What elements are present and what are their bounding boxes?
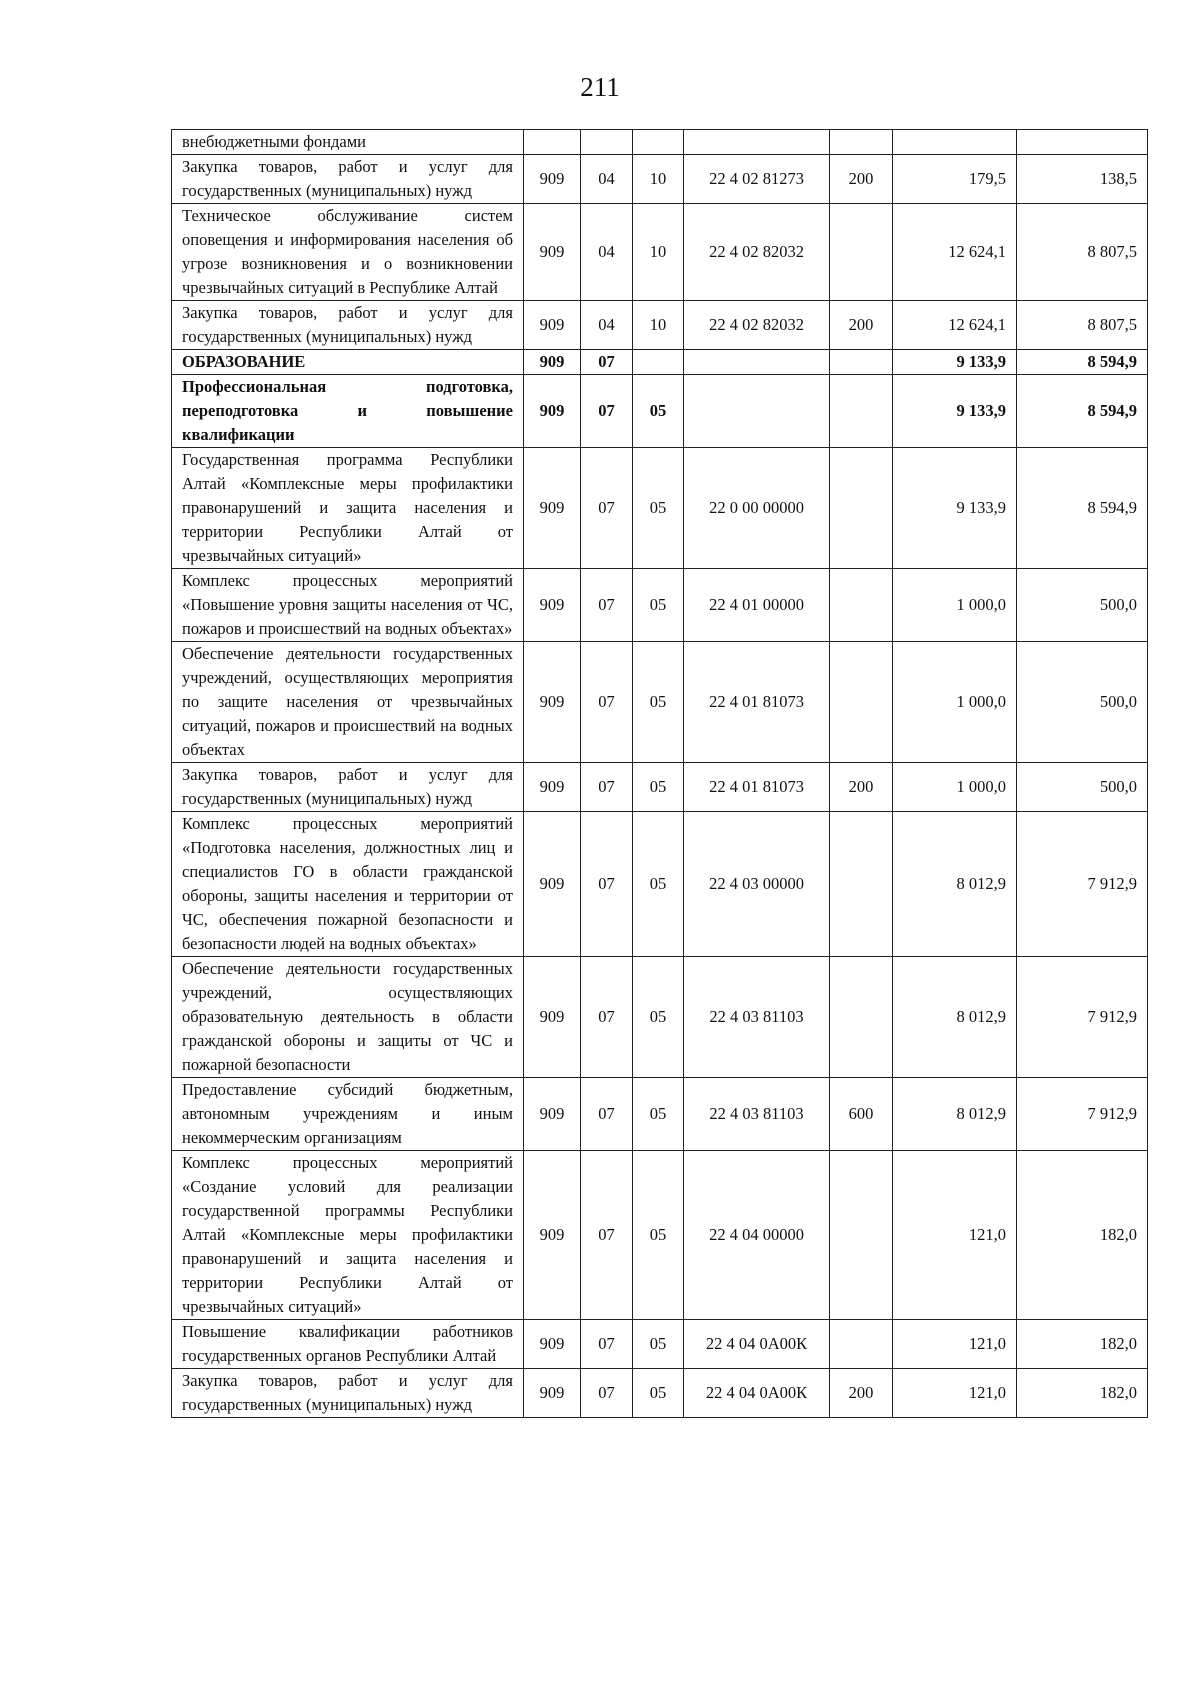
cell-name: Профессиональная подготовка, переподготовка и повышение квалификации — [172, 375, 524, 448]
cell-subsection-code — [633, 350, 684, 375]
cell-subsection-code: 05 — [633, 1151, 684, 1320]
cell-name: Обеспечение деятельности государственных учреждений, осуществляющих мероприятия по защите населения от чрезвычайных ситуаций, пожаров и происшествий на водных объектах — [172, 642, 524, 763]
table-row — [172, 155, 1148, 204]
cell-target-article: 22 4 01 00000 — [684, 569, 830, 642]
cell-target-article — [684, 375, 830, 448]
cell-amount-2: 8 594,9 — [1017, 375, 1148, 448]
cell-amount-1: 12 624,1 — [893, 204, 1017, 301]
cell-section-code — [581, 130, 633, 155]
cell-name: Комплекс процессных мероприятий «Повышение уровня защиты населения от ЧС, пожаров и происшествий на водных объектах» — [172, 569, 524, 642]
cell-expense-type — [830, 642, 893, 763]
cell-name: ОБРАЗОВАНИЕ — [172, 350, 524, 375]
cell-ministry-code: 909 — [524, 812, 581, 957]
cell-amount-2: 8 807,5 — [1017, 301, 1148, 350]
table-row — [172, 569, 1148, 642]
table-row — [172, 204, 1148, 301]
cell-name: внебюджетными фондами — [172, 130, 524, 155]
cell-amount-2: 500,0 — [1017, 642, 1148, 763]
table-row — [172, 448, 1148, 569]
cell-amount-2: 182,0 — [1017, 1151, 1148, 1320]
table-row — [172, 130, 1148, 155]
cell-amount-1: 121,0 — [893, 1369, 1017, 1418]
table-row — [172, 957, 1148, 1078]
cell-subsection-code: 05 — [633, 1078, 684, 1151]
cell-section-code: 07 — [581, 375, 633, 448]
cell-ministry-code: 909 — [524, 350, 581, 375]
cell-ministry-code: 909 — [524, 642, 581, 763]
cell-section-code: 07 — [581, 642, 633, 763]
cell-name: Закупка товаров, работ и услуг для государственных (муниципальных) нужд — [172, 155, 524, 204]
cell-amount-1: 121,0 — [893, 1320, 1017, 1369]
cell-subsection-code: 05 — [633, 375, 684, 448]
cell-subsection-code: 05 — [633, 1320, 684, 1369]
cell-target-article: 22 4 03 81103 — [684, 957, 830, 1078]
cell-target-article: 22 0 00 00000 — [684, 448, 830, 569]
cell-target-article: 22 4 01 81073 — [684, 763, 830, 812]
table-row — [172, 301, 1148, 350]
cell-expense-type: 200 — [830, 763, 893, 812]
cell-amount-1: 9 133,9 — [893, 375, 1017, 448]
cell-name: Закупка товаров, работ и услуг для государственных (муниципальных) нужд — [172, 1369, 524, 1418]
cell-amount-2: 182,0 — [1017, 1369, 1148, 1418]
cell-amount-2: 8 807,5 — [1017, 204, 1148, 301]
cell-section-code: 04 — [581, 204, 633, 301]
cell-target-article: 22 4 04 0А00К — [684, 1320, 830, 1369]
table-row — [172, 642, 1148, 763]
cell-expense-type — [830, 350, 893, 375]
cell-section-code: 07 — [581, 957, 633, 1078]
table-row — [172, 350, 1148, 375]
cell-section-code: 07 — [581, 1078, 633, 1151]
cell-expense-type — [830, 448, 893, 569]
cell-ministry-code — [524, 130, 581, 155]
table-row — [172, 1320, 1148, 1369]
cell-section-code: 07 — [581, 1369, 633, 1418]
cell-expense-type — [830, 375, 893, 448]
budget-table-body — [172, 130, 1148, 1418]
cell-subsection-code: 05 — [633, 957, 684, 1078]
cell-amount-2: 7 912,9 — [1017, 957, 1148, 1078]
cell-name: Комплекс процессных мероприятий «Подготовка населения, должностных лиц и специалистов ГО в области гражданской обороны, защиты населения и территории от ЧС, обеспечения пожарной безопасности и безопасности людей на водных объектах» — [172, 812, 524, 957]
cell-ministry-code: 909 — [524, 155, 581, 204]
cell-amount-2: 8 594,9 — [1017, 350, 1148, 375]
cell-amount-1: 8 012,9 — [893, 1078, 1017, 1151]
cell-section-code: 07 — [581, 1151, 633, 1320]
cell-target-article: 22 4 02 81273 — [684, 155, 830, 204]
cell-ministry-code: 909 — [524, 1151, 581, 1320]
cell-subsection-code: 05 — [633, 569, 684, 642]
cell-ministry-code: 909 — [524, 1369, 581, 1418]
table-row — [172, 1369, 1148, 1418]
cell-expense-type — [830, 130, 893, 155]
budget-table — [171, 129, 1148, 1418]
cell-name: Предоставление субсидий бюджетным, автономным учреждениям и иным некоммерческим организациям — [172, 1078, 524, 1151]
cell-amount-1: 9 133,9 — [893, 350, 1017, 375]
cell-name: Государственная программа Республики Алтай «Комплексные меры профилактики правонарушений и защита населения и территории Республики Алтай от чрезвычайных ситуаций» — [172, 448, 524, 569]
cell-ministry-code: 909 — [524, 1320, 581, 1369]
cell-target-article: 22 4 04 0А00К — [684, 1369, 830, 1418]
cell-ministry-code: 909 — [524, 763, 581, 812]
cell-amount-2: 500,0 — [1017, 569, 1148, 642]
cell-amount-1: 12 624,1 — [893, 301, 1017, 350]
cell-expense-type — [830, 204, 893, 301]
cell-ministry-code: 909 — [524, 448, 581, 569]
cell-subsection-code: 05 — [633, 642, 684, 763]
cell-ministry-code: 909 — [524, 1078, 581, 1151]
cell-expense-type — [830, 957, 893, 1078]
cell-name: Комплекс процессных мероприятий «Создание условий для реализации государственной программы Республики Алтай «Комплексные меры профилактики правонарушений и защита населения и территории Республики Алтай от чрезвычайных ситуаций» — [172, 1151, 524, 1320]
cell-subsection-code: 05 — [633, 448, 684, 569]
cell-ministry-code: 909 — [524, 204, 581, 301]
table-row — [172, 375, 1148, 448]
cell-target-article — [684, 350, 830, 375]
cell-ministry-code: 909 — [524, 301, 581, 350]
cell-amount-1: 1 000,0 — [893, 763, 1017, 812]
cell-amount-2 — [1017, 130, 1148, 155]
cell-amount-2: 8 594,9 — [1017, 448, 1148, 569]
cell-amount-1: 9 133,9 — [893, 448, 1017, 569]
cell-expense-type — [830, 569, 893, 642]
cell-amount-1: 8 012,9 — [893, 957, 1017, 1078]
cell-expense-type: 600 — [830, 1078, 893, 1151]
cell-target-article: 22 4 02 82032 — [684, 301, 830, 350]
table-row — [172, 763, 1148, 812]
cell-subsection-code: 10 — [633, 155, 684, 204]
cell-amount-1: 8 012,9 — [893, 812, 1017, 957]
cell-expense-type: 200 — [830, 1369, 893, 1418]
cell-amount-2: 182,0 — [1017, 1320, 1148, 1369]
cell-name: Закупка товаров, работ и услуг для государственных (муниципальных) нужд — [172, 301, 524, 350]
cell-amount-1: 1 000,0 — [893, 642, 1017, 763]
cell-amount-2: 138,5 — [1017, 155, 1148, 204]
cell-subsection-code: 10 — [633, 301, 684, 350]
cell-expense-type — [830, 1151, 893, 1320]
cell-amount-1: 1 000,0 — [893, 569, 1017, 642]
cell-expense-type — [830, 812, 893, 957]
cell-amount-1: 179,5 — [893, 155, 1017, 204]
cell-ministry-code: 909 — [524, 569, 581, 642]
cell-subsection-code: 05 — [633, 763, 684, 812]
cell-subsection-code: 10 — [633, 204, 684, 301]
cell-name: Обеспечение деятельности государственных учреждений, осуществляющих образовательную деятельность в области гражданской обороны и защиты от ЧС и пожарной безопасности — [172, 957, 524, 1078]
cell-target-article — [684, 130, 830, 155]
cell-name: Повышение квалификации работников государственных органов Республики Алтай — [172, 1320, 524, 1369]
cell-section-code: 07 — [581, 569, 633, 642]
cell-target-article: 22 4 02 82032 — [684, 204, 830, 301]
table-row — [172, 1151, 1148, 1320]
cell-subsection-code — [633, 130, 684, 155]
cell-amount-2: 7 912,9 — [1017, 1078, 1148, 1151]
cell-subsection-code: 05 — [633, 1369, 684, 1418]
cell-expense-type: 200 — [830, 301, 893, 350]
cell-section-code: 07 — [581, 1320, 633, 1369]
cell-section-code: 07 — [581, 448, 633, 569]
cell-section-code: 07 — [581, 763, 633, 812]
cell-section-code: 04 — [581, 155, 633, 204]
table-row — [172, 812, 1148, 957]
cell-target-article: 22 4 03 81103 — [684, 1078, 830, 1151]
cell-expense-type: 200 — [830, 155, 893, 204]
cell-expense-type — [830, 1320, 893, 1369]
cell-target-article: 22 4 04 00000 — [684, 1151, 830, 1320]
cell-section-code: 07 — [581, 812, 633, 957]
cell-target-article: 22 4 03 00000 — [684, 812, 830, 957]
cell-amount-2: 500,0 — [1017, 763, 1148, 812]
cell-amount-2: 7 912,9 — [1017, 812, 1148, 957]
cell-amount-1: 121,0 — [893, 1151, 1017, 1320]
cell-name: Закупка товаров, работ и услуг для государственных (муниципальных) нужд — [172, 763, 524, 812]
cell-target-article: 22 4 01 81073 — [684, 642, 830, 763]
cell-section-code: 07 — [581, 350, 633, 375]
page-number: 211 — [580, 72, 620, 102]
cell-ministry-code: 909 — [524, 375, 581, 448]
cell-subsection-code: 05 — [633, 812, 684, 957]
cell-section-code: 04 — [581, 301, 633, 350]
cell-ministry-code: 909 — [524, 957, 581, 1078]
cell-amount-1 — [893, 130, 1017, 155]
cell-name: Техническое обслуживание систем оповещения и информирования населения об угрозе возникновения и о возникновении чрезвычайных ситуаций в Республике Алтай — [172, 204, 524, 301]
table-row — [172, 1078, 1148, 1151]
